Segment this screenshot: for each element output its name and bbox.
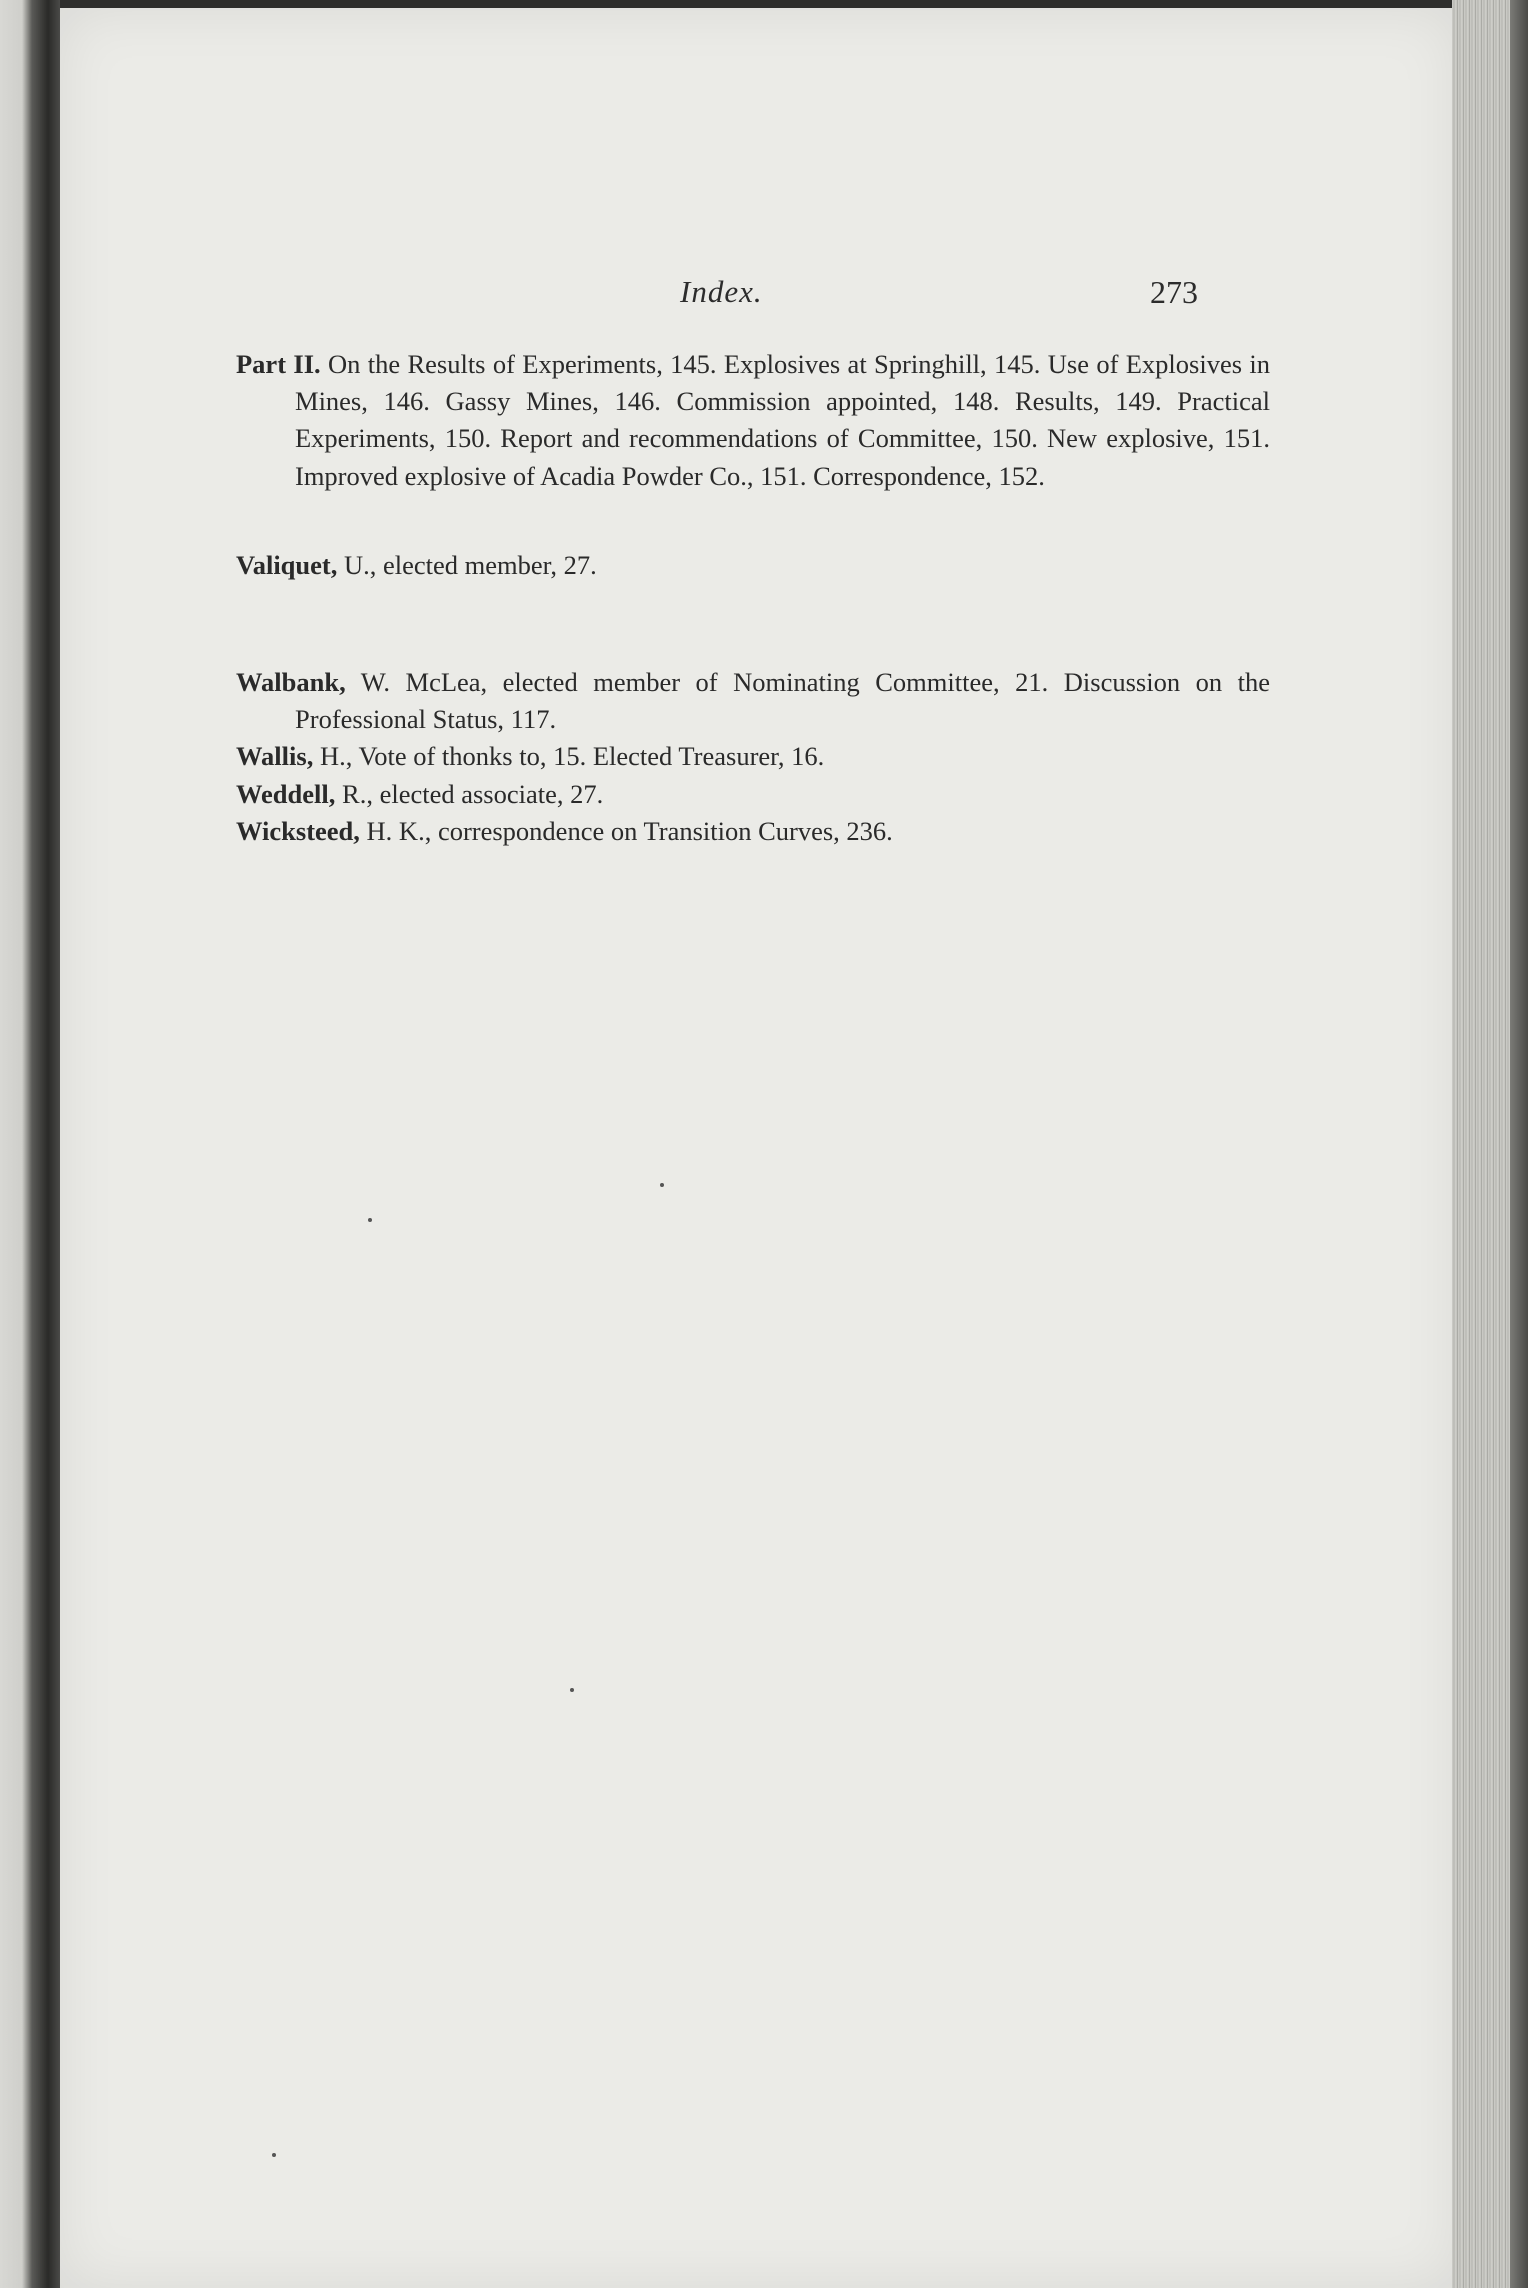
index-entry-wicksteed: [236, 813, 1270, 850]
print-speck: [272, 2153, 276, 2157]
index-entry-walbank: [236, 664, 1270, 738]
entry-text: H. K., correspondence on Transition Curves, 236.: [359, 815, 893, 846]
entry-text: W. McLea, elected member of Nominating Committee, 21. Discussion on the Professional Status, 117.: [295, 667, 1270, 735]
print-speck: [660, 1183, 664, 1187]
entry-text: H., Vote of thonks to, 15. Elected Treasurer, 16.: [313, 741, 825, 772]
entry-heading: Wallis,: [236, 741, 314, 772]
entry-heading: Weddell,: [236, 778, 336, 809]
index-entry-wallis: [236, 738, 1270, 775]
page-stack-edge: [1452, 0, 1528, 2288]
page: [60, 8, 1458, 2288]
index-entry-weddell: [236, 776, 1270, 813]
print-speck: [570, 1688, 574, 1692]
binding-edge: [0, 0, 60, 2288]
print-speck: [368, 1218, 372, 1222]
entry-heading: Valiquet,: [236, 549, 338, 580]
entry-text: On the Results of Experiments, 145. Explosives at Springhill, 145. Use of Explosives in Mines, 146. Gassy Mines, 146. Commission appointed, 148. Results, 149. Practical Experiments, 150. Report and recommendations of Committee, 150. New explosive, 151. Improved explosive of Acadia Powder Co., 151. Correspondence, 152.: [295, 349, 1271, 491]
index-entries: [236, 346, 1270, 850]
entry-heading: Wicksteed,: [236, 815, 360, 846]
index-entry-part-ii: [236, 346, 1270, 495]
page-number: 273: [1150, 274, 1198, 310]
entry-text: U., elected member, 27.: [337, 549, 597, 580]
entry-text: R., elected associate, 27.: [335, 778, 604, 809]
index-entry-valiquet: [236, 547, 1270, 584]
entry-heading: Walbank,: [236, 667, 346, 698]
running-title: Index.: [680, 274, 763, 309]
entry-heading: Part II.: [236, 349, 321, 379]
